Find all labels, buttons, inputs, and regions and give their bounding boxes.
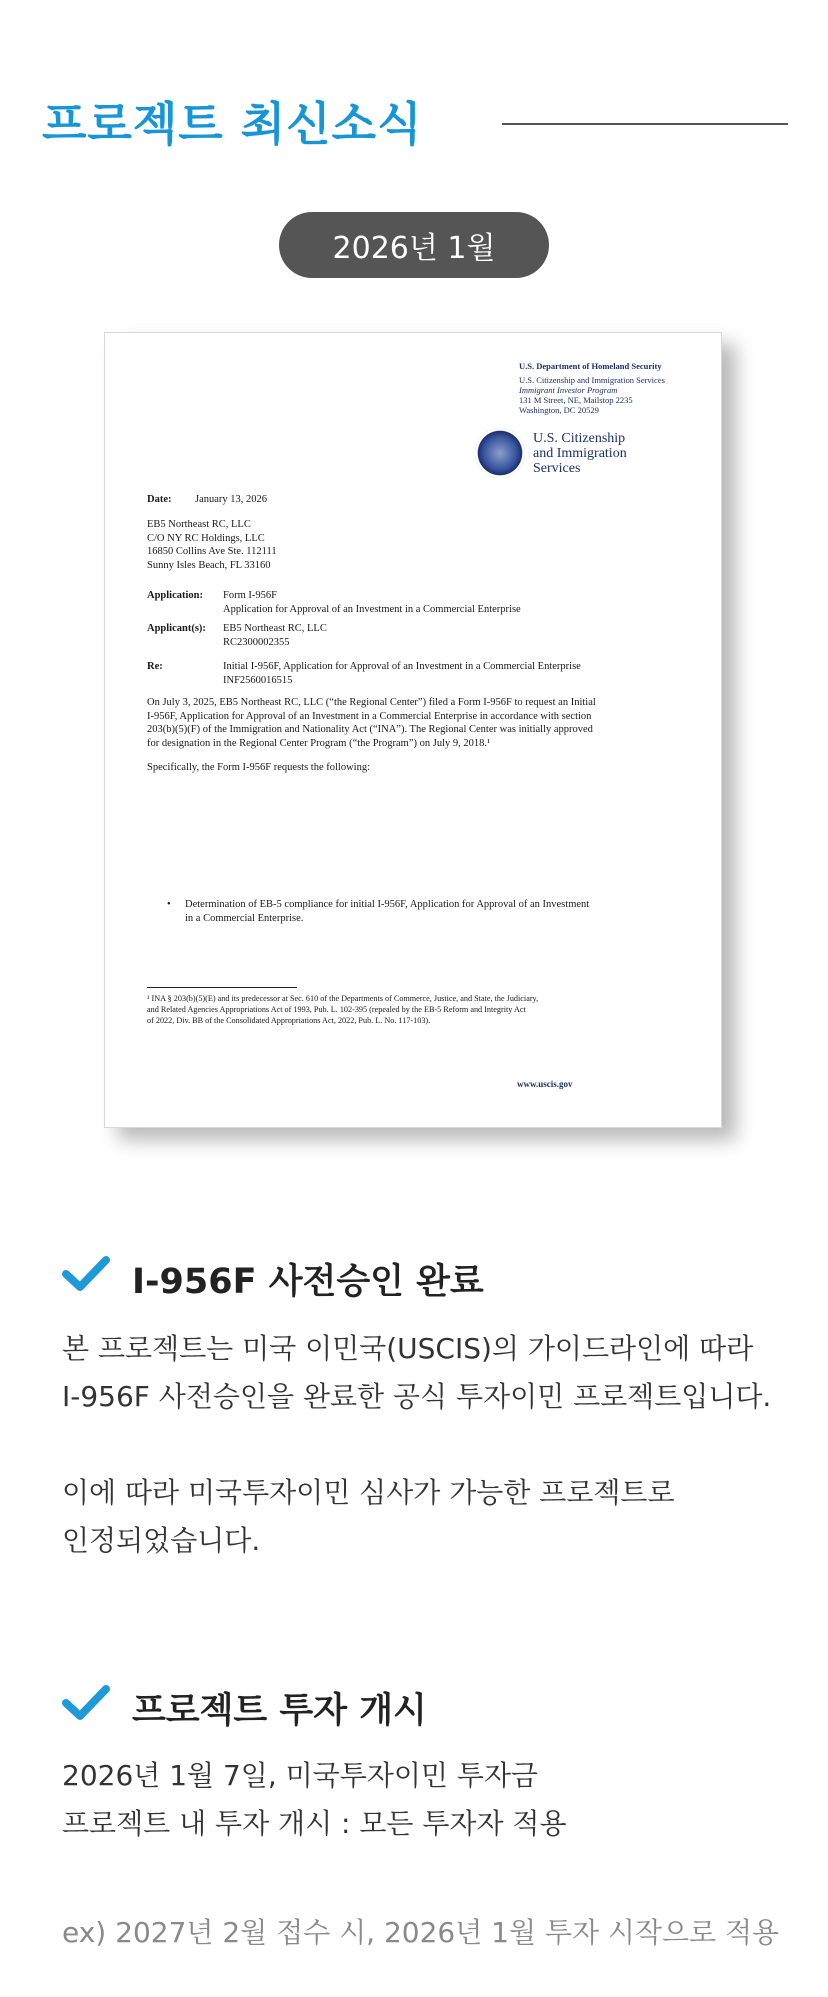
body-line [62, 1421, 771, 1469]
letterhead-street: 131 M Street, NE, Mailstop 2235 [519, 395, 633, 405]
dhs-seal-icon [475, 428, 525, 478]
address-line: Sunny Isles Beach, FL 33160 [147, 559, 271, 571]
section-approval-body [62, 1325, 771, 1565]
logo-text-line: U.S. Citizenship [533, 431, 626, 446]
section-investment-body [62, 1752, 567, 1848]
footnote-line: ¹ INA § 203(b)(5)(E) and its predecessor at Sec. 610 of the Departments of Commerce, Justice, and State, the Judiciary, [147, 994, 539, 1003]
footnote-line: of 2022, Div. BB of the Consolidated Appropriations Act, 2022, Pub. L. No. 117-103). [147, 1016, 431, 1025]
letterhead-city: Washington, DC 20529 [519, 405, 599, 415]
date-badge: 2026년 1월 [279, 212, 549, 278]
logo-text-line: Services [533, 461, 581, 476]
body-line: 이에 따라 미국투자이민 심사가 가능한 프로젝트로 [62, 1476, 675, 1509]
bullet-line: in a Commercial Enterprise. [185, 912, 304, 924]
address-line: 16850 Collins Ave Ste. 112111 [147, 546, 277, 557]
title-divider [502, 123, 788, 125]
bullet-dot-icon: • [167, 899, 171, 910]
applicant-line: RC2300002355 [223, 636, 290, 648]
letterhead-department: U.S. Department of Homeland Security [519, 361, 662, 371]
application-line: Application for Approval of an Investment in a Commercial Enterprise [223, 603, 521, 615]
section-heading: 프로젝트 투자 개시 [132, 1691, 427, 1731]
applicant-block [147, 622, 327, 649]
body-line: 프로젝트 내 투자 개시 : 모든 투자자 적용 [62, 1807, 567, 1840]
letterhead-agency: U.S. Citizenship and Immigration Services [519, 375, 665, 385]
uscis-approval-letter [104, 332, 722, 1128]
letterhead [519, 361, 665, 415]
date-label: Date: [147, 494, 172, 505]
letter-date [147, 493, 267, 507]
body-line: I-956F 사전승인을 완료한 공식 투자이민 프로젝트입니다. [62, 1380, 772, 1413]
paragraph-line: I-956F, Application for Approval of an Investment in a Commercial Enterprise in accordance with section [147, 710, 592, 722]
footnote-line: and Related Agencies Appropriations Act of 1993, Pub. L. 102-395 (repealed by the EB-5 Reform and Integrity Act [147, 1005, 526, 1014]
header [42, 88, 423, 154]
re-line: INF2560016515 [223, 674, 293, 686]
letterhead-program: Immigrant Investor Program [519, 385, 618, 395]
bullet-line: Determination of EB-5 compliance for initial I-956F, Application for Approval of an Investment [185, 899, 590, 910]
section-investment-note: ex) 2027년 2월 접수 시, 2026년 1월 투자 시작으로 적용 [62, 1916, 780, 1949]
applicant-label: Applicant(s): [147, 623, 206, 634]
paragraph-line: 203(b)(5)(F) of the Immigration and Nationality Act (“INA”). The Regional Center was initially approved [147, 724, 593, 735]
body-line: 2026년 1월 7일, 미국투자이민 투자금 [62, 1759, 538, 1792]
letter-bullet [167, 898, 667, 925]
section-heading: I-956F 사전승인 완료 [132, 1262, 484, 1302]
applicant-line: EB5 Northeast RC, LLC [223, 623, 327, 634]
body-line: 본 프로젝트는 미국 이민국(USCIS)의 가이드라인에 따라 [62, 1332, 754, 1365]
check-icon [62, 1683, 110, 1727]
letter-footnote [147, 993, 538, 1026]
paragraph-line: for designation in the Regional Center Program (“the Program”) on July 9, 2018.¹ [147, 737, 491, 749]
re-label: Re: [147, 661, 163, 672]
page-title: 프로젝트 최신소식 [42, 97, 423, 151]
re-block [147, 660, 581, 687]
date-value: January 13, 2026 [195, 494, 268, 505]
application-line: Form I-956F [223, 590, 277, 601]
application-block [147, 589, 521, 616]
letter-website: www.uscis.gov [517, 1079, 573, 1089]
letter-paragraph-1 [147, 696, 687, 750]
footnote-rule [147, 987, 297, 988]
check-icon [62, 1254, 110, 1298]
section-approval-heading [62, 1254, 484, 1304]
section-investment-heading [62, 1683, 427, 1733]
letter-paragraph-2: Specifically, the Form I-956F requests the following: [147, 762, 370, 773]
paragraph-line: On July 3, 2025, EB5 Northeast RC, LLC (“the Regional Center”) filed a Form I-956F to request an Initial [147, 697, 596, 708]
uscis-logo-text [533, 431, 627, 476]
body-line: 인정되었습니다. [62, 1524, 261, 1557]
application-label: Application: [147, 590, 204, 601]
address-line: C/O NY RC Holdings, LLC [147, 532, 265, 544]
logo-text-line: and Immigration [533, 446, 627, 461]
address-line: EB5 Northeast RC, LLC [147, 519, 251, 530]
recipient-address [147, 518, 277, 572]
re-line: Initial I-956F, Application for Approval of an Investment in a Commercial Enterprise [223, 661, 581, 672]
